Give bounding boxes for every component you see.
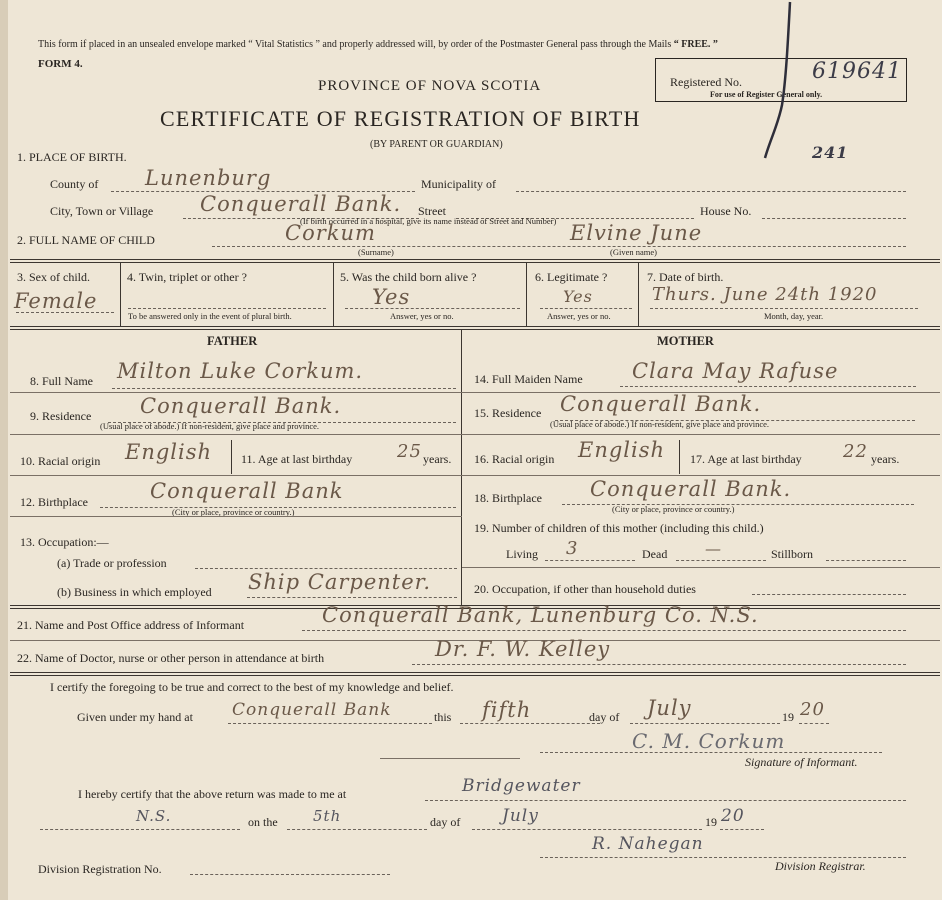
mother-birthplace-note: (City or place, province or country.) bbox=[612, 504, 735, 514]
mailing-notice: This form if placed in an unsealed envelope marked “ Vital Statistics ” and properly addressed will, by order of the Postmaster General pass through the Mails “ FREE. ” bbox=[38, 39, 718, 50]
father-years-label: years. bbox=[423, 452, 452, 466]
date-of-birth-line bbox=[650, 308, 918, 309]
cell-divider bbox=[526, 262, 527, 326]
registrar-year-value: 20 bbox=[721, 806, 745, 826]
row-divider bbox=[10, 434, 940, 435]
mother-name-label: 14. Full Maiden Name bbox=[474, 372, 583, 386]
children-count-label: 19. Number of children of this mother (including this child.) bbox=[474, 521, 764, 535]
row-divider bbox=[462, 567, 940, 568]
mother-heading: MOTHER bbox=[657, 334, 714, 348]
mother-age-value: 22 bbox=[843, 441, 868, 462]
municipality-line bbox=[516, 191, 906, 192]
on-the-label: on the bbox=[248, 815, 278, 829]
city-label: City, Town or Village bbox=[50, 204, 154, 218]
born-alive-label: 5. Was the child born alive ? bbox=[340, 270, 477, 284]
mother-name-value: Clara May Rafuse bbox=[632, 359, 839, 383]
column-divider bbox=[461, 330, 462, 606]
father-residence-value: Conquerall Bank. bbox=[140, 394, 342, 418]
corner-number: 241 bbox=[812, 143, 849, 162]
informant-line bbox=[302, 630, 906, 631]
father-racial-label: 10. Racial origin bbox=[20, 454, 101, 468]
father-heading: FATHER bbox=[207, 334, 258, 348]
father-name-value: Milton Luke Corkum. bbox=[117, 359, 364, 383]
father-name-line bbox=[112, 388, 456, 389]
born-alive-line bbox=[345, 308, 520, 309]
mother-name-line bbox=[620, 386, 916, 387]
child-given-name-value: Elvine June bbox=[570, 221, 703, 245]
house-number-label: House No. bbox=[700, 204, 752, 218]
born-alive-note: Answer, yes or no. bbox=[390, 311, 454, 321]
on-the-value: 5th bbox=[313, 807, 342, 825]
cell-divider bbox=[120, 262, 121, 326]
sex-line bbox=[16, 312, 114, 313]
registrar-place2-line bbox=[40, 829, 240, 830]
twin-note: To be answered only in the event of plural birth. bbox=[128, 311, 292, 321]
doctor-value: Dr. F. W. Kelley bbox=[435, 637, 611, 661]
child-surname-value: Corkum bbox=[285, 221, 376, 245]
mother-residence-label: 15. Residence bbox=[474, 406, 542, 420]
house-number-line bbox=[762, 218, 906, 219]
registered-number-label: Registered No. bbox=[670, 75, 742, 89]
living-value: 3 bbox=[566, 538, 579, 559]
stillborn-line bbox=[826, 560, 906, 561]
day-value: fifth bbox=[482, 698, 532, 722]
child-name-label: 2. FULL NAME OF CHILD bbox=[17, 233, 155, 247]
row-divider bbox=[10, 392, 940, 393]
father-birthplace-value: Conquerall Bank bbox=[150, 479, 344, 503]
father-birthplace-note: (City or place, province or country.) bbox=[172, 507, 295, 517]
cell-divider bbox=[231, 440, 232, 474]
month-value: July bbox=[647, 696, 692, 720]
cell-divider bbox=[333, 262, 334, 326]
legitimate-note: Answer, yes or no. bbox=[547, 311, 611, 321]
trade-label: (a) Trade or profession bbox=[57, 556, 167, 570]
stillborn-label: Stillborn bbox=[771, 547, 814, 561]
separator-line bbox=[380, 758, 520, 759]
mother-racial-label: 16. Racial origin bbox=[474, 452, 555, 466]
row-divider bbox=[10, 516, 462, 517]
division-registration-label: Division Registration No. bbox=[38, 862, 162, 876]
row-divider bbox=[10, 259, 940, 263]
mother-age-label: 17. Age at last birthday bbox=[690, 452, 802, 466]
business-label: (b) Business in which employed bbox=[57, 585, 212, 599]
living-label: Living bbox=[506, 547, 538, 561]
registrar-year-line bbox=[720, 829, 764, 830]
legitimate-value: Yes bbox=[563, 287, 593, 306]
on-the-line bbox=[287, 829, 427, 830]
sex-label: 3. Sex of child. bbox=[17, 270, 90, 284]
twin-line bbox=[128, 308, 326, 309]
doctor-label: 22. Name of Doctor, nurse or other person in attendance at birth bbox=[17, 651, 325, 665]
business-value: Ship Carpenter. bbox=[248, 570, 432, 594]
division-registration-line bbox=[190, 874, 390, 875]
mother-occupation-line bbox=[752, 594, 906, 595]
registrar-place-line bbox=[425, 800, 906, 801]
mother-residence-note: (Usual place of abode.) If non-resident, give place and province. bbox=[550, 419, 770, 429]
father-residence-note: (Usual place of abode.) If non-resident, give place and province. bbox=[100, 421, 320, 431]
certificate-title: CERTIFICATE OF REGISTRATION OF BIRTH bbox=[160, 106, 641, 131]
registrar-signature-line bbox=[540, 857, 906, 858]
street-label: Street bbox=[418, 204, 446, 218]
father-racial-value: English bbox=[125, 440, 213, 464]
day-line bbox=[460, 723, 600, 724]
pen-stroke-mark bbox=[730, 0, 800, 170]
father-age-value: 25 bbox=[397, 441, 422, 462]
father-occupation-label: 13. Occupation:— bbox=[20, 535, 109, 549]
cell-divider bbox=[679, 440, 680, 474]
business-line bbox=[247, 597, 457, 598]
registrar-signature-value: R. Nahegan bbox=[592, 834, 704, 854]
father-name-label: 8. Full Name bbox=[30, 374, 93, 388]
row-divider bbox=[10, 475, 940, 476]
legitimate-line bbox=[540, 308, 632, 309]
living-line bbox=[545, 560, 635, 561]
sex-value: Female bbox=[14, 289, 98, 313]
mother-residence-value: Conquerall Bank. bbox=[560, 392, 762, 416]
year-value: 20 bbox=[800, 699, 825, 720]
county-label: County of bbox=[50, 177, 99, 191]
mother-racial-value: English bbox=[578, 438, 666, 462]
mother-birthplace-label: 18. Birthplace bbox=[474, 491, 542, 505]
mother-birthplace-value: Conquerall Bank. bbox=[590, 477, 792, 501]
informant-signature-value: C. M. Corkum bbox=[632, 729, 786, 753]
informant-signature-label: Signature of Informant. bbox=[745, 755, 858, 769]
given-name-note: (Given name) bbox=[610, 247, 657, 257]
month-line bbox=[630, 723, 780, 724]
year-prefix: 19 bbox=[782, 710, 794, 724]
born-alive-value: Yes bbox=[372, 285, 411, 309]
trade-line bbox=[195, 568, 457, 569]
father-birthplace-label: 12. Birthplace bbox=[20, 495, 88, 509]
child-name-line bbox=[212, 246, 906, 247]
paper-edge bbox=[0, 0, 8, 900]
dead-label: Dead bbox=[642, 547, 668, 561]
date-of-birth-note: Month, day, year. bbox=[764, 311, 824, 321]
row-divider bbox=[10, 672, 940, 676]
form-number: FORM 4. bbox=[38, 58, 83, 70]
division-registrar-label: Division Registrar. bbox=[775, 859, 866, 873]
this-label: this bbox=[434, 710, 452, 724]
informant-value: Conquerall Bank, Lunenburg Co. N.S. bbox=[322, 603, 759, 627]
registered-number-note: For use of Register General only. bbox=[710, 90, 823, 99]
hospital-note: (If birth occurred in a hospital, give its name instead of Street and Number) bbox=[300, 216, 557, 226]
father-age-label: 11. Age at last birthday bbox=[241, 452, 353, 466]
mother-occupation-label: 20. Occupation, if other than household duties bbox=[474, 582, 696, 596]
place-of-birth-heading: 1. PLACE OF BIRTH. bbox=[17, 150, 127, 164]
given-place-line bbox=[228, 723, 432, 724]
doctor-line bbox=[412, 664, 906, 665]
mother-years-label: years. bbox=[871, 452, 900, 466]
dead-value: — bbox=[705, 539, 722, 558]
province-heading: PROVINCE OF NOVA SCOTIA bbox=[318, 78, 542, 94]
date-of-birth-value: Thurs. June 24th 1920 bbox=[652, 284, 878, 305]
surname-note: (Surname) bbox=[358, 247, 394, 257]
twin-label: 4. Twin, triplet or other ? bbox=[127, 270, 247, 284]
municipality-label: Municipality of bbox=[421, 177, 496, 191]
legitimate-label: 6. Legitimate ? bbox=[535, 270, 608, 284]
dead-line bbox=[676, 560, 766, 561]
registrar-place2-value: N.S. bbox=[136, 807, 172, 825]
registrar-statement: I hereby certify that the above return was made to me at bbox=[78, 787, 347, 801]
cell-divider bbox=[638, 262, 639, 326]
registered-number-value: 619641 bbox=[812, 59, 902, 84]
registrar-month-line bbox=[472, 829, 702, 830]
certificate-subtitle: (BY PARENT OR GUARDIAN) bbox=[370, 139, 503, 150]
row-divider bbox=[10, 326, 940, 330]
registrar-day-of-label: day of bbox=[430, 815, 461, 829]
father-residence-label: 9. Residence bbox=[30, 409, 92, 423]
registrar-month-value: July bbox=[502, 806, 539, 826]
informant-label: 21. Name and Post Office address of Informant bbox=[17, 618, 245, 632]
day-of-label: day of bbox=[589, 710, 620, 724]
city-value: Conquerall Bank. bbox=[200, 192, 402, 216]
registrar-place-value: Bridgewater bbox=[462, 776, 581, 796]
date-of-birth-label: 7. Date of birth. bbox=[647, 270, 724, 284]
certify-statement: I certify the foregoing to be true and correct to the best of my knowledge and belief. bbox=[50, 680, 454, 694]
registrar-year-prefix: 19 bbox=[705, 815, 717, 829]
county-value: Lunenburg bbox=[145, 166, 272, 190]
given-under-label: Given under my hand at bbox=[77, 710, 193, 724]
year-line bbox=[799, 723, 829, 724]
given-place-value: Conquerall Bank bbox=[232, 700, 392, 720]
